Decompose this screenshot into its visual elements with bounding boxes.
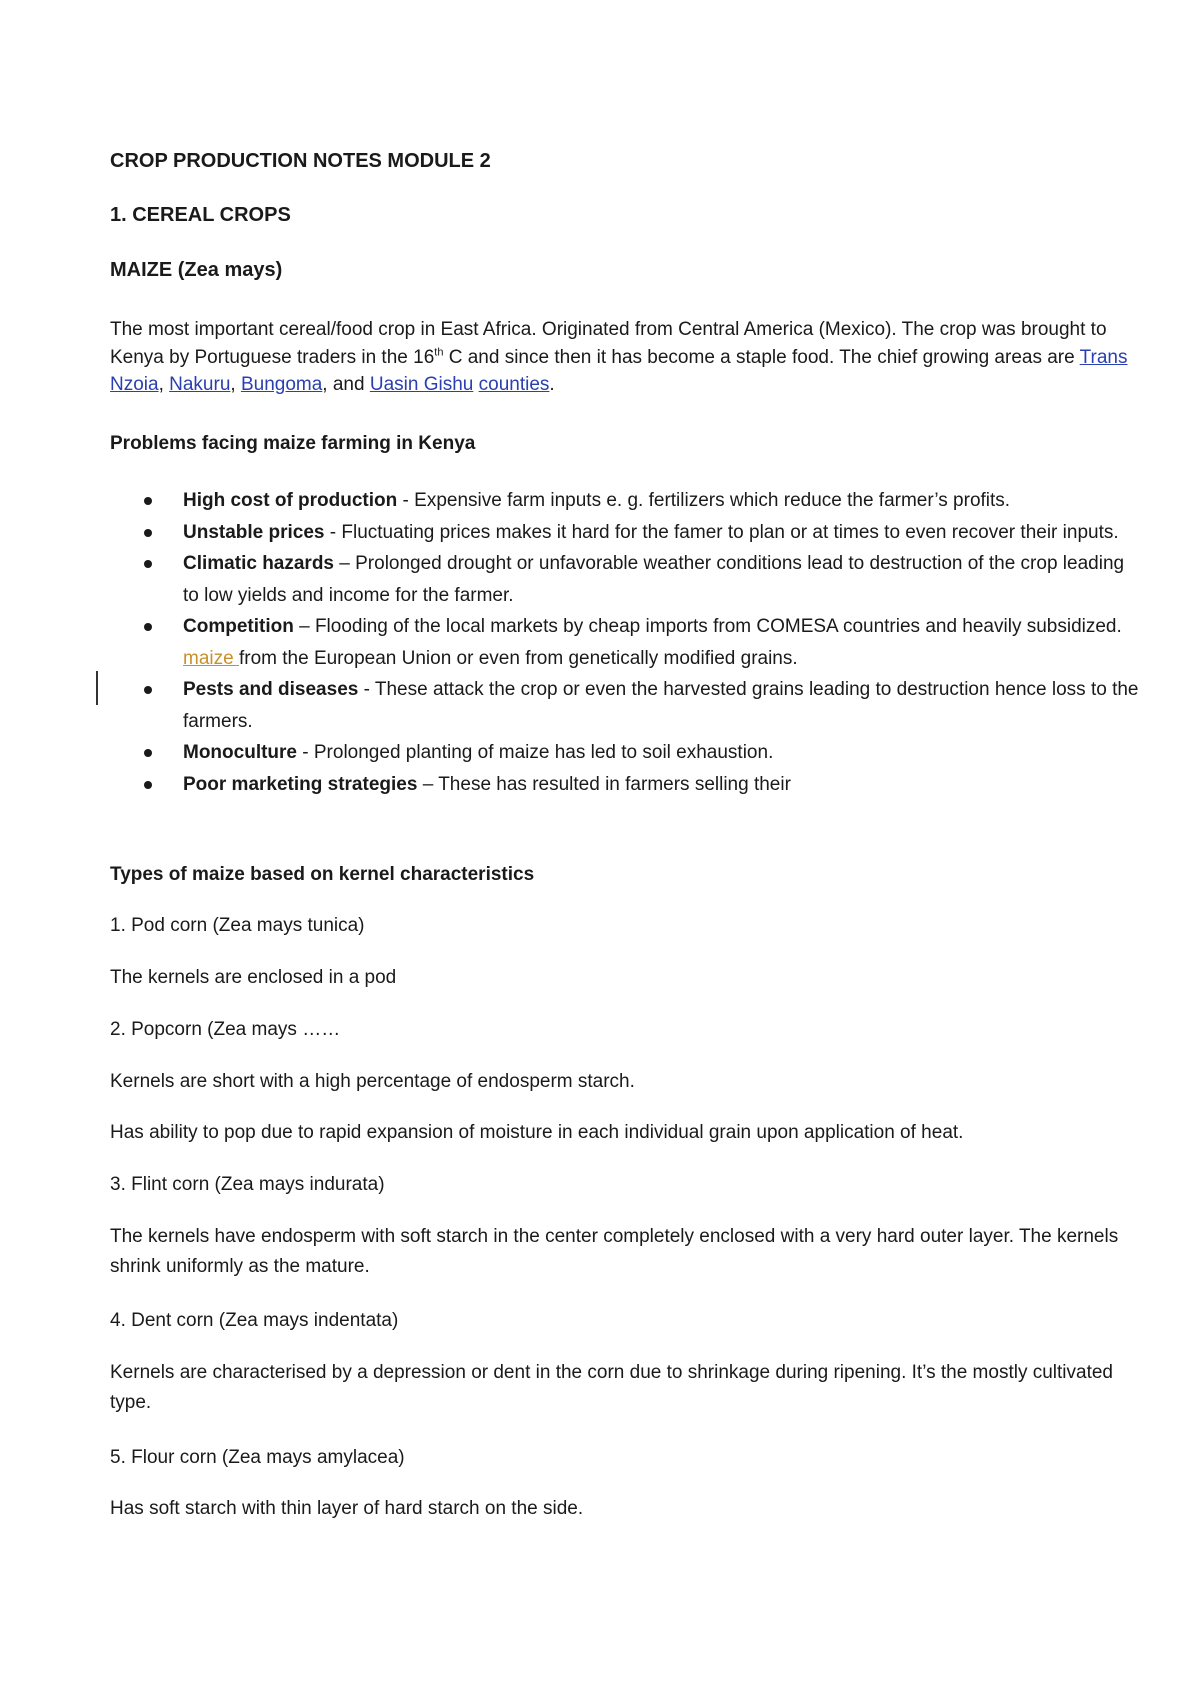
bullet-icon <box>144 529 152 537</box>
link-uasin-gishu[interactable]: Uasin Gishu <box>369 374 474 395</box>
link-counties[interactable]: counties <box>478 374 550 395</box>
problems-list <box>110 485 1140 800</box>
type-desc-flint: The kernels have endosperm with soft starch in the center completely enclosed with a very hard outer layer. The kernels shrink uniformly as the mature. <box>110 1226 1119 1277</box>
type-title-popcorn: 2. Popcorn (Zea mays …… <box>110 1019 341 1040</box>
text-cursor <box>96 671 98 705</box>
intro-text: C and since then it has become a staple food. The chief growing areas are <box>443 346 1080 368</box>
list-item <box>110 769 1140 801</box>
list-item <box>110 611 1140 674</box>
problem-text: - These attack the crop or even the harvested grains leading to destruction hence loss to the farmers. <box>183 679 1139 732</box>
type-desc-dent: Kernels are characterised by a depression or dent in the corn due to shrinkage during ripening. It’s the mostly cultivated type. <box>110 1362 1113 1413</box>
problem-term: Poor marketing strategies <box>183 773 418 795</box>
type-title-pod: 1. Pod corn (Zea mays tunica) <box>110 915 365 936</box>
intro-separator: , <box>158 374 170 395</box>
intro-separator: , <box>230 374 241 395</box>
bullet-icon <box>144 497 152 505</box>
type-desc-flour: Has soft starch with thin layer of hard starch on the side. <box>110 1498 584 1519</box>
problem-term: Pests and diseases <box>183 679 359 700</box>
problem-text: – These has resulted in farmers selling their <box>417 773 791 795</box>
type-title-dent: 4. Dent corn (Zea mays indentata) <box>110 1310 399 1331</box>
list-item <box>110 485 1140 517</box>
intro-end: . <box>549 374 555 395</box>
problem-text: – Prolonged drought or unfavorable weather conditions lead to destruction of the crop leading to low yields and income for the farmer. <box>183 553 1125 606</box>
problem-text: - Expensive farm inputs e. g. fertilizers which reduce the farmer’s profits. <box>397 490 1011 511</box>
problem-text: from the European Union or even from genetically modified grains. <box>238 647 798 669</box>
type-desc-popcorn: Has ability to pop due to rapid expansion of moisture in each individual grain upon application of heat. <box>110 1122 964 1143</box>
bullet-icon <box>144 686 152 694</box>
problem-term: Climatic hazards <box>183 553 334 574</box>
list-item <box>110 674 1140 737</box>
list-item <box>110 517 1140 549</box>
problem-text: – Flooding of the local markets by cheap imports from COMESA countries and heavily subsidized. <box>293 616 1122 637</box>
problem-term: Unstable prices <box>183 521 325 543</box>
problem-text: - Prolonged planting of maize has led to soil exhaustion. <box>297 742 774 763</box>
problem-text: - Fluctuating prices makes it hard for the famer to plan or at times to even recover their inputs. <box>324 521 1119 543</box>
bullet-icon <box>144 623 152 631</box>
section-heading: 1. CEREAL CROPS <box>110 204 291 226</box>
type-desc-popcorn: Kernels are short with a high percentage of endosperm starch. <box>110 1071 635 1092</box>
subsection-heading: MAIZE (Zea mays) <box>110 259 283 281</box>
types-heading: Types of maize based on kernel characteristics <box>110 864 535 885</box>
list-item <box>110 548 1140 611</box>
intro-text: The most important cereal/food crop in East Africa. Originated from Central America (Mexico). The crop was brought to Kenya by Portuguese traders in the 16 <box>110 319 1107 368</box>
document-title: CROP PRODUCTION NOTES MODULE 2 <box>110 150 491 172</box>
type-desc-pod: The kernels are enclosed in a pod <box>110 967 397 988</box>
link-bungoma[interactable]: Bungoma <box>240 374 323 395</box>
link-nakuru[interactable]: Nakuru <box>169 374 231 395</box>
bullet-icon <box>144 749 152 757</box>
problems-heading: Problems facing maize farming in Kenya <box>110 433 476 454</box>
problem-term: High cost of production <box>183 490 398 511</box>
bullet-icon <box>144 781 152 789</box>
intro-separator: , and <box>322 374 370 395</box>
problem-term: Monoculture <box>183 742 297 763</box>
bullet-icon <box>144 560 152 568</box>
link-trans-nzoia[interactable]: Trans Nzoia <box>110 346 1128 395</box>
type-title-flint: 3. Flint corn (Zea mays indurata) <box>110 1174 385 1195</box>
link-maize[interactable]: maize <box>183 647 239 669</box>
superscript: th <box>434 346 444 359</box>
type-title-flour: 5. Flour corn (Zea mays amylacea) <box>110 1447 405 1468</box>
problem-term: Competition <box>183 616 294 637</box>
list-item <box>110 737 1140 769</box>
intro-paragraph <box>110 316 1140 399</box>
